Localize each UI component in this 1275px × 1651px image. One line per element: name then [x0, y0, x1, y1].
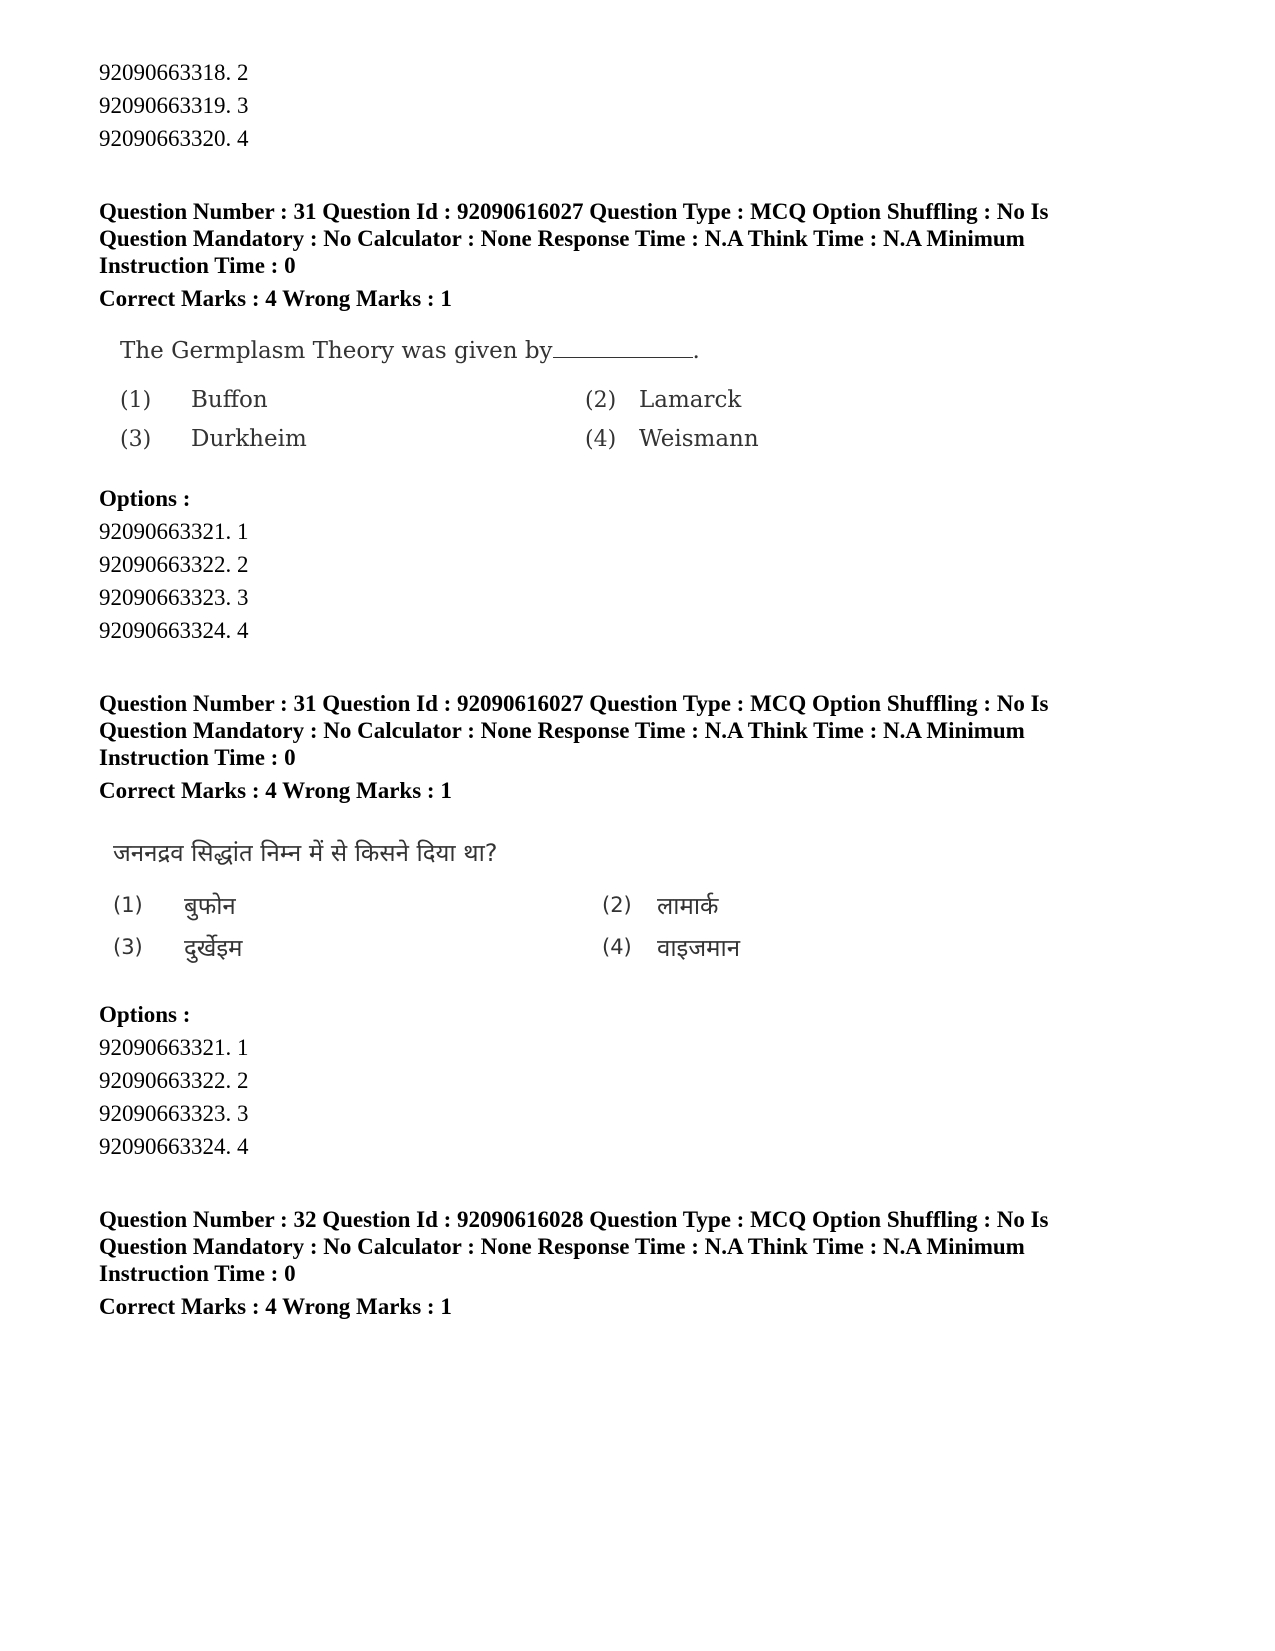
- question-header-line: Instruction Time : 0: [99, 745, 296, 770]
- options-heading: Options :: [99, 1002, 191, 1027]
- question-header-line: Question Mandatory : No Calculator : None Response Time : N.A Think Time : N.A Minimum: [99, 718, 1025, 743]
- choice-label: दुर्खेइम: [184, 934, 243, 962]
- option-line: 92090663320. 4: [99, 126, 249, 151]
- answer-blank: [553, 339, 693, 358]
- choice-label: बुफोन: [184, 892, 236, 920]
- question-header-line: Question Number : 32 Question Id : 92090616028 Question Type : MCQ Option Shuffling : No Is: [99, 1207, 1049, 1232]
- question-image-hi: [99, 836, 799, 986]
- marks-line: Correct Marks : 4 Wrong Marks : 1: [99, 778, 452, 803]
- choice-label: लामार्क: [657, 892, 719, 920]
- option-line: 92090663323. 3: [99, 585, 249, 610]
- question-header-line: Question Mandatory : No Calculator : None Response Time : N.A Think Time : N.A Minimum: [99, 226, 1025, 251]
- options-heading: Options :: [99, 486, 191, 511]
- option-line: 92090663322. 2: [99, 1068, 249, 1093]
- question-header-line: Instruction Time : 0: [99, 1261, 296, 1286]
- choice-label: वाइजमान: [657, 934, 741, 962]
- choice-3: (3): [113, 935, 143, 959]
- question-header-line: Question Number : 31 Question Id : 92090616027 Question Type : MCQ Option Shuffling : No Is: [99, 199, 1049, 224]
- question-header-line: Instruction Time : 0: [99, 253, 296, 278]
- option-line: 92090663318. 2: [99, 60, 249, 85]
- choice-4: (4): [585, 427, 617, 452]
- option-line: 92090663321. 1: [99, 1035, 249, 1060]
- choice-1: (1): [120, 388, 152, 413]
- option-line: 92090663323. 3: [99, 1101, 249, 1126]
- choice-1: (1): [113, 893, 143, 917]
- marks-line: Correct Marks : 4 Wrong Marks : 1: [99, 286, 452, 311]
- option-line: 92090663324. 4: [99, 618, 249, 643]
- question-text: जननद्रव सिद्धांत निम्न में से किसने दिया था?: [113, 839, 498, 867]
- question-image-en: [99, 336, 799, 466]
- option-line: 92090663319. 3: [99, 93, 249, 118]
- question-header-line: Question Number : 31 Question Id : 92090616027 Question Type : MCQ Option Shuffling : No Is: [99, 691, 1049, 716]
- choice-2: (2): [585, 388, 617, 413]
- choice-2: (2): [602, 893, 632, 917]
- question-text: The Germplasm Theory was given by .: [120, 338, 700, 364]
- option-line: 92090663322. 2: [99, 552, 249, 577]
- choice-label: Buffon: [191, 387, 268, 413]
- choice-3: (3): [120, 427, 152, 452]
- question-header-line: Question Mandatory : No Calculator : None Response Time : N.A Think Time : N.A Minimum: [99, 1234, 1025, 1259]
- choice-label: Lamarck: [639, 387, 742, 413]
- option-line: 92090663321. 1: [99, 519, 249, 544]
- choice-label: Weismann: [639, 426, 759, 452]
- option-line: 92090663324. 4: [99, 1134, 249, 1159]
- choice-4: (4): [602, 935, 632, 959]
- choice-label: Durkheim: [191, 426, 307, 452]
- marks-line: Correct Marks : 4 Wrong Marks : 1: [99, 1294, 452, 1319]
